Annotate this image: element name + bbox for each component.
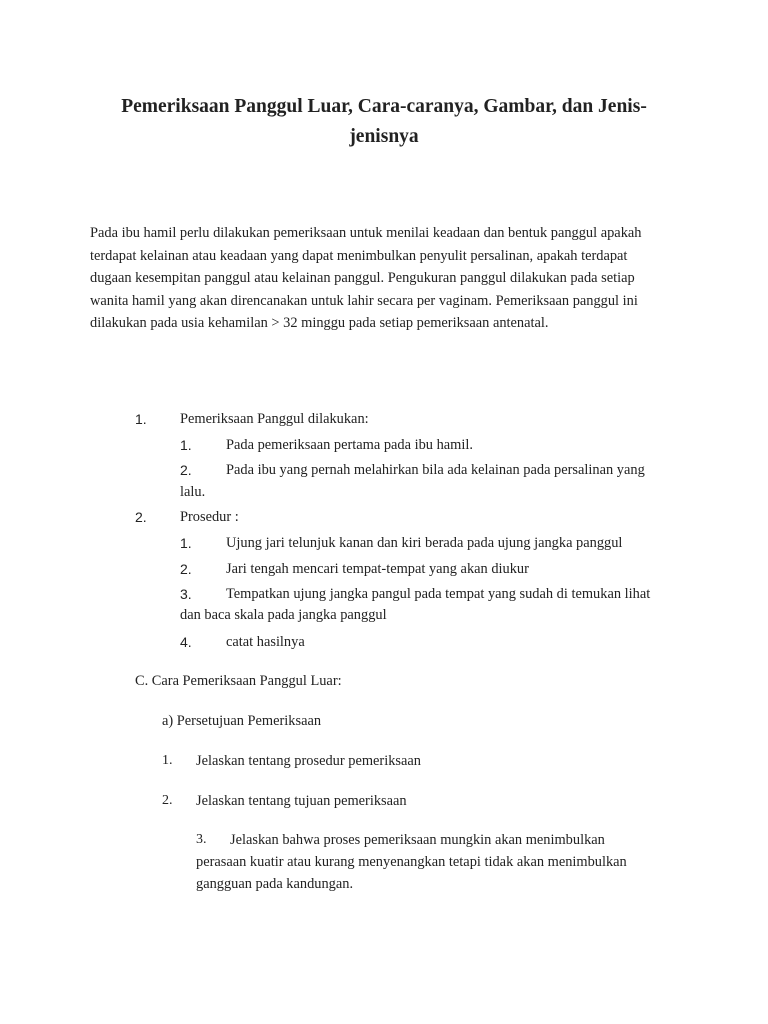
step-text: Jelaskan tentang tujuan pemeriksaan (196, 793, 407, 809)
step-text-continuation: gangguan pada kandungan. (196, 876, 354, 892)
sublist-item-text: catat hasilnya (226, 634, 305, 650)
sublist-item-continuation: dan baca skala pada jangka panggul (180, 607, 387, 623)
list-number: 1. (135, 411, 147, 427)
sublist-number: 2. (180, 462, 192, 478)
title-line-1: Pemeriksaan Panggul Luar, Cara-caranya, Gambar, dan Jenis- (121, 96, 647, 117)
sublist-item-text: Pada ibu yang pernah melahirkan bila ada kelainan pada persalinan yang (226, 462, 645, 478)
sublist-number: 3. (180, 586, 192, 602)
step-text-continuation: perasaan kuatir atau kurang menyenangkan tetapi tidak akan menimbulkan (196, 854, 627, 870)
intro-paragraph (90, 222, 690, 335)
sublist-number: 2. (180, 561, 192, 577)
list-item-text: Pemeriksaan Panggul dilakukan: (180, 411, 369, 427)
document-title (96, 92, 672, 152)
sublist-number: 4. (180, 634, 192, 650)
intro-line: terdapat kelainan atau keadaan yang dapat menimbulkan penyulit persalinan, apakah terdapat (90, 247, 628, 264)
intro-line: wanita hamil yang akan direncanakan untuk lahir secara per vaginam. Pemeriksaan panggul ini (90, 292, 638, 309)
step-text: Jelaskan bahwa proses pemeriksaan mungkin akan menimbulkan (230, 832, 605, 848)
intro-line: dugaan kesempitan panggul atau kelainan panggul. Pengukuran panggul dilakukan pada setiap (90, 270, 635, 287)
title-line-2: jenisnya (349, 126, 419, 147)
sublist-number: 1. (180, 535, 192, 551)
step-number: 2. (162, 793, 173, 808)
sublist-item-text: Pada pemeriksaan pertama pada ibu hamil. (226, 437, 473, 453)
intro-line: dilakukan pada usia kehamilan > 32 minggu pada setiap pemeriksaan antenatal. (90, 315, 549, 332)
subsection-heading: a) Persetujuan Pemeriksaan (162, 713, 322, 729)
intro-line: Pada ibu hamil perlu dilakukan pemeriksaan untuk menilai keadaan dan bentuk panggul apakah (90, 225, 642, 241)
step-number: 3. (196, 832, 207, 847)
step-number: 1. (162, 753, 173, 768)
sublist-item-text: Tempatkan ujung jangka pangul pada tempat yang sudah di temukan lihat (226, 586, 651, 602)
sublist-item-continuation: lalu. (180, 484, 206, 500)
list-item-text: Prosedur : (180, 509, 239, 525)
sublist-number: 1. (180, 437, 192, 453)
sublist-item-text: Ujung jari telunjuk kanan dan kiri berada pada ujung jangka panggul (226, 535, 623, 551)
sublist-item-text: Jari tengah mencari tempat-tempat yang akan diukur (226, 561, 529, 577)
list-number: 2. (135, 509, 147, 525)
section-heading: C. Cara Pemeriksaan Panggul Luar: (135, 673, 342, 689)
step-text: Jelaskan tentang prosedur pemeriksaan (196, 753, 421, 769)
